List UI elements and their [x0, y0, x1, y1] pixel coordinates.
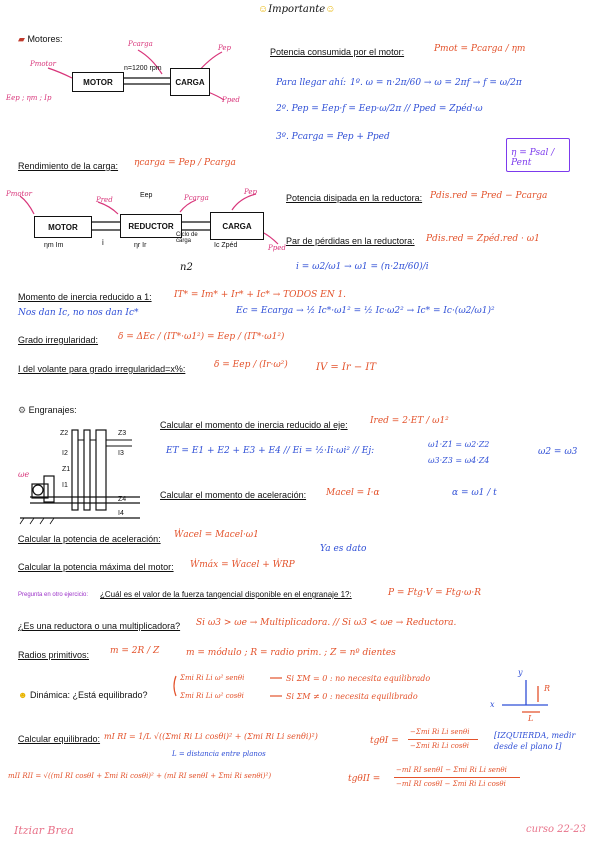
l-definition: L = distancia entre planos — [172, 750, 266, 758]
mrr1-formula: mI RI = 1/L √((Σmi Ri Li cosθi)² + (Σmi Ri Li senθi)²) — [104, 732, 318, 741]
nos-dan-text: Nos dan Ic, no nos dan Ic* — [18, 308, 139, 318]
calc-equilibrado-title: Calcular equilibrado: — [18, 734, 101, 744]
reductor-box-label: REDUCTOR — [128, 221, 174, 231]
i-formula: i = ω2/ω1 → ω1 = (n·2π/60)/i — [296, 262, 429, 272]
tg1-denominator: −Σmi Ri Li cosθi — [410, 742, 469, 750]
ciclo-label: Ciclo de carga — [176, 232, 198, 244]
potencia-disipada-formula: Pdis.red = Pred − Pcarga — [430, 191, 548, 201]
volante-title: I del volante para grado irregularidad=x%: — [18, 364, 186, 374]
section-engranajes — [18, 405, 77, 416]
carga-box-2 — [210, 212, 264, 240]
pep-label: Pep — [218, 44, 232, 52]
pot-acel-title: Calcular la potencia de aceleración: — [18, 534, 161, 544]
face-icon: ☻ — [18, 690, 28, 700]
radios-formula: m = 2R / Z — [110, 646, 160, 656]
course-label: curso 22-23 — [526, 824, 586, 835]
tg2-fraction-bar — [394, 777, 520, 778]
ired-formula: Ired = 2·ET / ω1² — [370, 416, 449, 426]
motor-icon: ▰ — [18, 34, 25, 44]
rendimiento-formula: ηcarga = Pep / Pcarga — [134, 158, 236, 168]
smiley-icon: ☺ — [325, 4, 336, 15]
tg1-label: tgθI = — [370, 736, 399, 746]
section-dinamica-label: Dinámica: ¿Está equilibrado? — [30, 690, 148, 700]
gear-label-i1: I1 — [62, 482, 68, 489]
dinamica-sum-cos: Σmi Ri Li ω² cosθi — [180, 692, 244, 700]
i-label: i — [102, 238, 104, 247]
radios-title: Radios primitivos: — [18, 650, 90, 660]
gear-label-z4: Z4 — [118, 496, 127, 503]
carga-box — [170, 68, 210, 96]
grado-irregularidad-formula: δ = ΔEc / (IT*·ω1²) = Eep / (IT*·ω1²) — [118, 332, 285, 342]
motor-box-2-label: MOTOR — [48, 222, 78, 232]
cond-equilibrado: Si ΣM ≠ 0 : necesita equilibrado — [286, 692, 418, 701]
tg2-denominator: −mI RI cosθI − Σmi Ri Li cosθi — [396, 780, 506, 788]
section-motores — [18, 34, 62, 45]
alpha-formula: α = ω1 / t — [452, 488, 497, 498]
section-engranajes-label: Engranajes: — [28, 405, 77, 415]
macel-title: Calcular el momento de aceleración: — [160, 490, 307, 500]
reductora-formula: Si ω3 > ωe → Multiplicadora. // Si ω3 < ωe → Reductora. — [196, 618, 457, 628]
axis-y-label: y — [518, 668, 523, 677]
pcarga-label: Pcarga — [128, 40, 153, 48]
dinamica-sum-sen: Σmi Ri Li ω² senθi — [180, 674, 245, 682]
rendimiento-title: Rendimiento de la carga: — [18, 161, 119, 171]
pped-label: Pped — [222, 96, 240, 104]
reductor-sub-label: ηr Ir — [134, 242, 147, 249]
par-perdidas-title: Par de pérdidas en la reductora: — [286, 236, 415, 246]
eta-box-formula: η = Psal / Pent — [511, 148, 555, 168]
n2-label: n2 — [180, 262, 193, 273]
motor-params-label: Eep ; ηm ; Ip — [6, 94, 52, 102]
pot-acel-formula: Ẇacel = Macel·ω1 — [174, 530, 259, 540]
momento-inercia-formula: IT* = Im* + Ir* + Ic* → TODOS EN 1. — [174, 290, 347, 300]
ej1-formula: ω1·Z1 = ω2·Z2 — [428, 440, 490, 449]
page-title — [258, 4, 335, 15]
tg2-numerator: −mI RI senθI − Σmi Ri Li senθi — [396, 766, 507, 774]
cond-no-equilibrado: Si ΣM = 0 : no necesita equilibrado — [286, 674, 431, 683]
axis-l-label: L — [528, 714, 534, 723]
reductora-title: ¿Es una reductora o una multiplicadora? — [18, 621, 181, 631]
pcarga-2-label: Pcarga — [184, 194, 209, 202]
potencia-disipada-title: Potencia disipada en la reductora: — [286, 193, 423, 203]
eta-box — [506, 138, 570, 172]
section-motores-label: Motores: — [27, 34, 63, 44]
motor-box-label: MOTOR — [83, 77, 113, 87]
gear-label-i4: I4 — [118, 510, 124, 517]
ej2-formula: ω3·Z3 = ω4·Z4 — [428, 456, 490, 465]
pred-label: Pred — [96, 196, 113, 204]
carga-box-label: CARGA — [175, 77, 205, 87]
axis-r-label: R — [544, 684, 551, 693]
gear-label-z1: Z1 — [62, 466, 71, 473]
tg2-label: tgθII = — [348, 774, 381, 784]
mrr2-formula: mII RII = √((mI RI cosθI + Σmi Ri cosθi)² + (mI RI senθI + Σmi Ri senθi)²) — [8, 772, 272, 780]
et-formula: ET = E1 + E2 + E3 + E4 // Ei = ½·Ii·ωi² // Ej: — [166, 446, 375, 456]
pmotor-2-label: Pmotor — [6, 190, 32, 198]
smiley-icon: ☺ — [258, 4, 269, 15]
rpm-label: n=1200 rpm — [124, 65, 162, 72]
para-llegar-label: Para llegar ahí: — [276, 78, 346, 88]
step1-formula: 1º. ω = n·2π/60 → ω = 2πf → f = ω/2π — [350, 78, 522, 88]
grado-irregularidad-title: Grado irregularidad: — [18, 335, 99, 345]
pot-max-formula: Ẇmáx = Ẇacel + ẆRP — [190, 560, 295, 570]
ec-formula: Ec = Ecarga → ½ Ic*·ω1² = ½ Ic·ω2² → Ic* = Ic·(ω2/ω1)² — [236, 306, 495, 316]
pped-2-label: Pped — [268, 244, 286, 252]
pep-2-label: Pep — [244, 188, 258, 196]
axis-x-label: x — [490, 700, 495, 709]
reductor-box — [120, 214, 182, 238]
pot-max-title: Calcular la potencia máxima del motor: — [18, 562, 174, 572]
pregunta-formula: P = Ftg·V = Ftg·ω·R — [388, 588, 482, 598]
izquierda-note: [IZQUIERDA, medir desde el plano I] — [494, 731, 576, 751]
motor-sub-label: ηm Im — [44, 242, 64, 249]
title-text: Importante — [268, 4, 326, 15]
pregunta-tag: Pregunta en otro ejercicio: — [18, 592, 89, 598]
pmotor-label: Pmotor — [30, 60, 56, 68]
gear-label-we: ωe — [18, 470, 30, 479]
tg1-numerator: −Σmi Ri Li senθi — [410, 728, 470, 736]
iv-formula: IV = Ir − IT — [316, 362, 376, 373]
radios-definition: m = módulo ; R = radio prim. ; Z = nº dientes — [186, 648, 396, 658]
tg1-fraction-bar — [408, 739, 478, 740]
w2w3-formula: ω2 = ω3 — [538, 447, 578, 457]
potencia-consumida-title: Potencia consumida por el motor: — [270, 47, 405, 57]
momento-inercia-title: Momento de inercia reducido a 1: — [18, 292, 152, 302]
motor-box-2 — [34, 216, 92, 238]
carga-box-2-label: CARGA — [222, 221, 252, 231]
gear-label-z2: Z2 — [60, 430, 69, 437]
ired-title: Calcular el momento de inercia reducido al eje: — [160, 420, 348, 430]
gear-icon: ⚙ — [18, 405, 27, 415]
eep-label: Eep — [140, 192, 153, 199]
gear-label-i2: I2 — [62, 450, 68, 457]
pmot-formula: Pmot = Pcarga / ηm — [434, 44, 526, 54]
pregunta-text: ¿Cuál es el valor de la fuerza tangencial disponible en el engranaje 1?: — [100, 590, 352, 599]
motor-box — [72, 72, 124, 92]
step3-formula: 3º. Pcarga = Pep + Pped — [276, 132, 390, 142]
volante-formula: δ = Eep / (Ir·ω²) — [214, 360, 288, 370]
par-perdidas-formula: Pdis.red = Zpéd.red · ω1 — [426, 234, 540, 244]
macel-formula: Macel = I·α — [326, 488, 380, 498]
carga-sub-label: Ic Zpéd — [214, 242, 238, 249]
ya-dato-note: Ya es dato — [320, 544, 367, 554]
gear-label-i3: I3 — [118, 450, 124, 457]
step2-formula: 2º. Pep = Eep·f = Eep·ω/2π // Pped = Zpéd·ω — [276, 104, 483, 114]
section-dinamica — [18, 690, 148, 700]
gear-label-z3: Z3 — [118, 430, 127, 437]
author-signature: Itziar Brea — [14, 824, 74, 837]
